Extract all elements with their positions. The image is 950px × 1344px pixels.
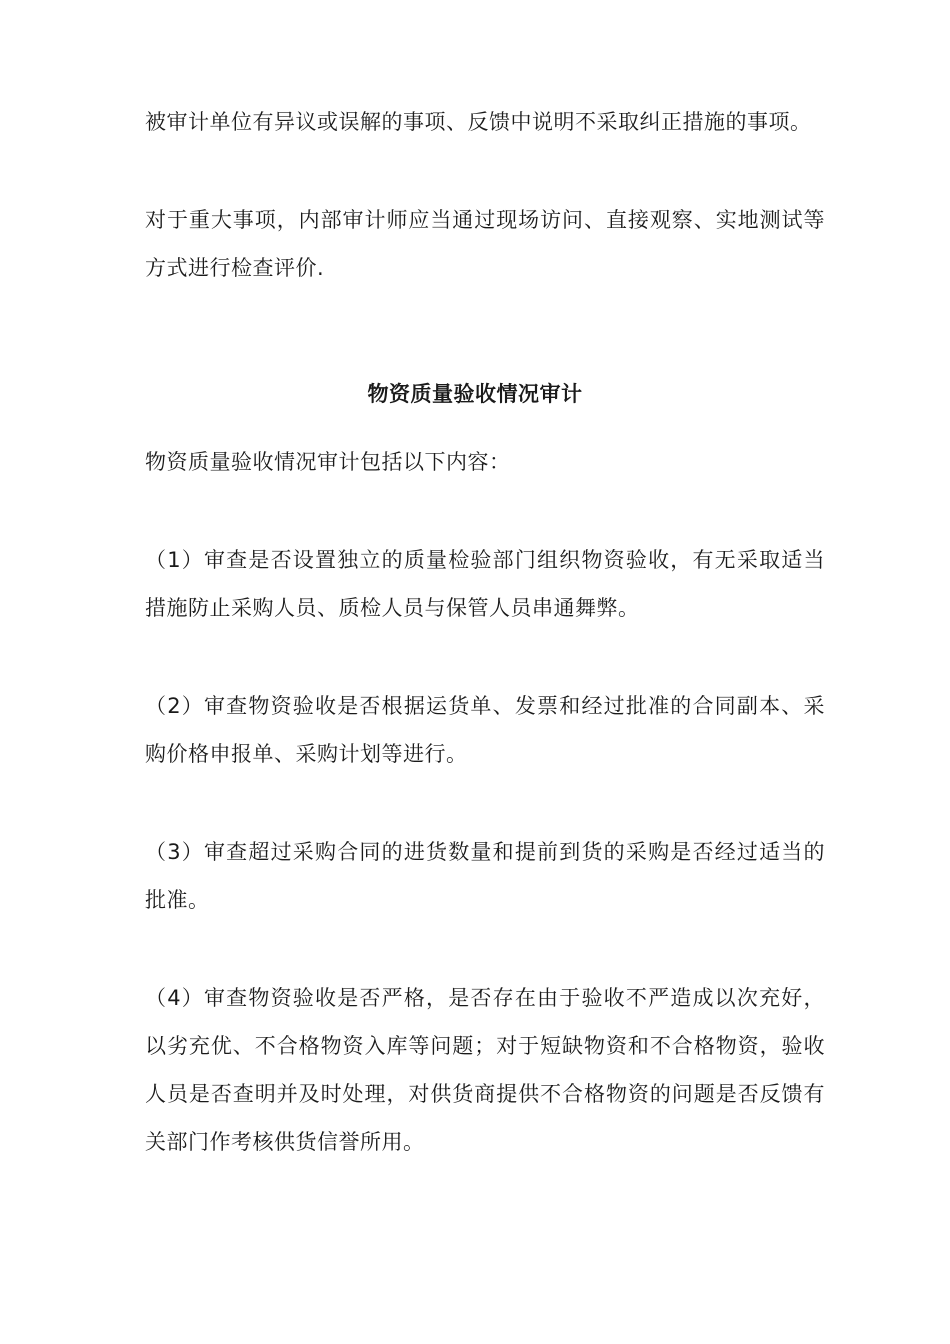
list-item: （1）审查是否设置独立的质量检验部门组织物资验收，有无采取适当措施防止采购人员、质检人员与保管人员串通舞弊。 (145, 548, 825, 620)
list-item: （3）审查超过采购合同的进货数量和提前到货的采购是否经过适当的批准。 (145, 840, 825, 912)
list-item: （4）审查物资验收是否严格，是否存在由于验收不严造成以次充好，以劣充优、不合格物资入库等问题；对于短缺物资和不合格物资，验收人员是否查明并及时处理，对供货商提供不合格物资的问题是否反馈有关部门作考核供货信誉所用。 (145, 986, 825, 1154)
list-item: （2）审查物资验收是否根据运货单、发票和经过批准的合同副本、采购价格申报单、采购计划等进行。 (145, 694, 825, 766)
paragraph: 对于重大事项，内部审计师应当通过现场访问、直接观察、实地测试等方式进行检查评价. (145, 208, 825, 280)
section-intro: 物资质量验收情况审计包括以下内容： (145, 450, 511, 474)
section-title: 物资质量验收情况审计 (367, 382, 583, 406)
paragraph: 被审计单位有异议或误解的事项、反馈中说明不采取纠正措施的事项。 (145, 110, 812, 134)
